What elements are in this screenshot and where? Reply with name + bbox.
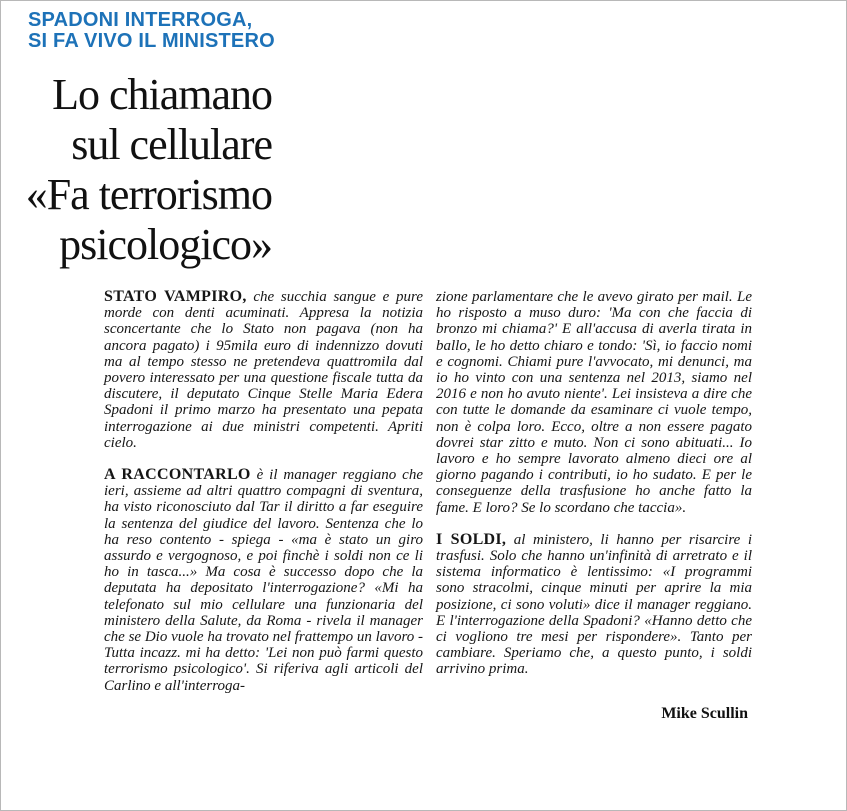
- kicker-line-2: SI FA VIVO IL MINISTERO: [28, 30, 275, 52]
- paragraph-lead: STATO VAMPIRO,: [104, 288, 247, 305]
- headline-line-4: psicologico»: [59, 220, 272, 269]
- paragraph-a-raccontarlo: [104, 467, 423, 694]
- paragraph-lead: I SOLDI,: [436, 530, 507, 548]
- paragraph-text: che succhia sangue e pure morde con denti acuminati. Appresa la notizia sconcertante che lo Stato non pagava (non ha ancora pagato) i 95mila euro di indennizzo dovuti ma al tempo stesso ne pretendeva quattromila dal povero interessato per una questione fiscale tutta da discutere, il deputato Cinque Stelle Maria Edera Spadoni il primo marzo ha presentato una pepata interrogazione ai due ministri competenti. Apriti cielo.: [104, 289, 423, 451]
- paragraph-text: zione parlamentare che le avevo girato per mail. Le ho risposto a muso duro: 'Ma con che faccia di bronzo mi chiama?' E all'accusa di averla tirata in ballo, le ho detto chiaro e tondo: 'Sì, io faccio nomi e cognomi. Chiami pure l'avvocato, mi denunci, ma io ho vinto con una sentenza nel 2013, siamo nel 2016 e non ho avuto niente'. Lei insisteva a dire che con tutte le domande da esaminare ci vuole tempo, non è colpa loro. Ecco, oltre a non essere pagato dovrei star zitto e muto. Non ci sono abituati... Io lavoro e ho sempre lavorato almeno dieci ore al giorno pagando i contributi, io ho sudato. E per le conseguenze della trasfusione ho anche fatto la fame. E loro? Se lo scordano che taccia».: [436, 289, 752, 516]
- author-signature: Mike Scullin: [661, 705, 748, 722]
- paragraph-continuation: [436, 289, 752, 516]
- paragraph-text: al ministero, li hanno per risarcire i trasfusi. Solo che hanno un'infinità di arretrato e il sistema informatico è lentissimo: «I programmi sono stracolmi, cinque minuti per aprire la mia posizione, ci sono voluti» dice il manager reggiano. E l'interrogazione della Spadoni? «Hanno detto che ci vogliono tre mesi per rispondere». Tanto per cambiare. Speriamo che, a questo punto, i soldi arrivino prima.: [436, 531, 752, 678]
- article-column-2: [436, 289, 752, 678]
- headline-line-1: Lo chiamano: [52, 70, 272, 119]
- article-column-1: [104, 289, 423, 694]
- headline-line-2: sul cellulare: [71, 120, 272, 169]
- paragraph-i-soldi: [436, 532, 752, 678]
- headline: [26, 70, 272, 270]
- headline-line-3: «Fa terrorismo: [25, 170, 272, 219]
- paragraph-text: è il manager reggiano che ieri, assieme ad altri quattro compagni di sventura, ha visto riconosciuto dal Tar il diritto a far eseguire la sentenza del giudice del lavoro. Sentenza che lo ha reso contento - spiega - «ma è stato un giro assurdo e vergognoso, e poi finchè i soldi non ce li ho in tasca...» Ma cosa è successo dopo che la deputata ha depositato l'interrogazione? «Mi ha telefonato sul mio cellulare una funzionaria del ministero della Salute, da Roma - rivela il manager che se Dio vuole ha trovato nel frattempo un lavoro - Tutta incazz. mi ha detto: 'Lei non può farmi questo terrorismo psicologico'. Si riferiva agli articoli del Carlino e all'interroga-: [104, 467, 423, 694]
- paragraph-stato-vampiro: [104, 289, 423, 451]
- paragraph-lead: A RACCONTARLO: [104, 466, 251, 484]
- kicker-line-1: SPADONI INTERROGA,: [28, 9, 253, 31]
- kicker: [28, 10, 275, 52]
